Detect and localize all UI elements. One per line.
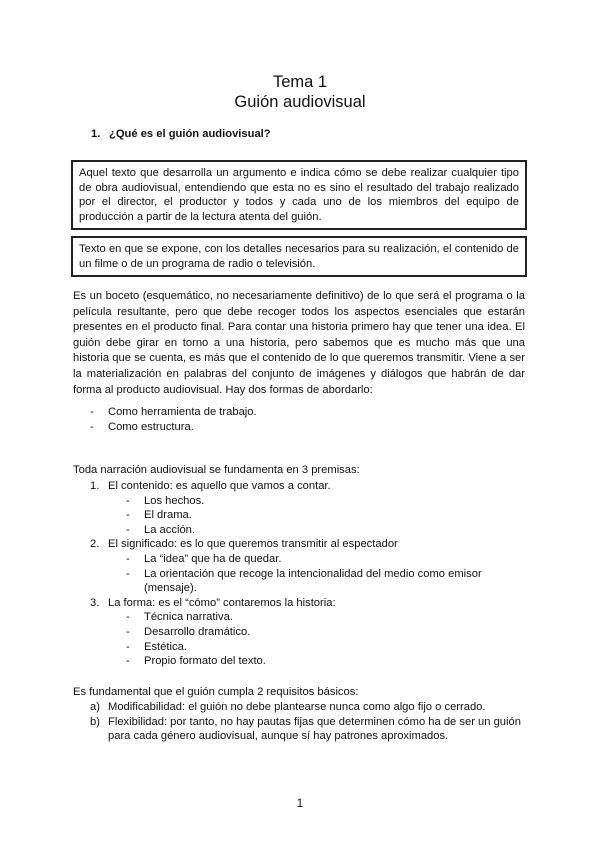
sub-item: - El drama. bbox=[126, 508, 530, 523]
sub-item-text: El drama. bbox=[144, 509, 192, 522]
sub-item: - La orientación que recoge la intencionalidad del medio como emisor (mensaje). bbox=[126, 567, 506, 596]
premise-number: 1. bbox=[90, 480, 100, 492]
page-number: 1 bbox=[296, 798, 304, 810]
requirement-label: a) bbox=[90, 701, 100, 713]
sub-item: - La acción. bbox=[126, 523, 530, 538]
premise-number: 2. bbox=[90, 538, 100, 551]
sub-item: - Técnica narrativa. bbox=[126, 610, 530, 625]
list-item: - Como estructura. bbox=[90, 420, 194, 433]
requirements-intro: Es fundamental que el guión cumpla 2 requisitos básicos: bbox=[73, 686, 359, 698]
sub-item-text: La “idea” que ha de quedar. bbox=[144, 552, 282, 565]
sub-item-text: La acción. bbox=[144, 523, 195, 536]
list-item-text: Como estructura. bbox=[108, 420, 194, 433]
sub-item-text: Los hechos. bbox=[144, 494, 205, 507]
list-item-text: Como herramienta de trabajo. bbox=[108, 406, 257, 418]
premise-number: 3. bbox=[90, 596, 100, 609]
sub-item: - La “idea” que ha de quedar. bbox=[126, 552, 530, 567]
premise-item bbox=[90, 479, 530, 494]
requirements-list bbox=[90, 700, 530, 744]
premise-text: El significado: es lo que queremos transmitir al espectador bbox=[108, 538, 398, 551]
requirement-item bbox=[90, 715, 530, 744]
sub-item-text: Técnica narrativa. bbox=[144, 611, 233, 624]
premise-text: El contenido: es aquello que vamos a contar. bbox=[108, 480, 331, 492]
requirement-label: b) bbox=[90, 715, 100, 728]
section-heading-text: ¿Qué es el guión audiovisual? bbox=[109, 128, 271, 140]
list-item: - Como herramienta de trabajo. bbox=[90, 406, 257, 418]
document-subtitle: Guión audiovisual bbox=[234, 93, 366, 111]
sub-item: - Desarrollo dramático. bbox=[126, 625, 530, 640]
requirement-item bbox=[90, 700, 530, 715]
premise-item bbox=[90, 537, 530, 552]
sub-item: - Estética. bbox=[126, 640, 530, 655]
sub-item: - Propio formato del texto. bbox=[126, 654, 530, 669]
definition-box-2: Texto en que se expone, con los detalles necesarios para su realización, el contenido de un filme o de un programa de radio o televisión. bbox=[71, 236, 527, 277]
sub-item: - Los hechos. bbox=[126, 494, 530, 509]
premise-text: La forma: es el “cómo” contaremos la historia: bbox=[108, 596, 336, 609]
body-paragraph: Es un boceto (esquemático, no necesariamente definitivo) de lo que será el programa o la película resultante, pero que debe recoger todos los aspectos esenciales que estarán presentes en el producto final. Para contar una historia primero hay que tener una idea. El guión debe girar en torno a una historia, pero sabemos que es mucho más que una historia que se cuenta, es más que el contenido de lo que queremos transmitir. Viene a ser la materialización en palabras del conjunto de imágenes y diálogos que habrán de dar forma al producto audiovisual. Hay dos formas de abordarlo: bbox=[73, 290, 525, 396]
approaches-list bbox=[90, 405, 257, 434]
premise-item bbox=[90, 596, 530, 611]
requirement-text: Modificabilidad: el guión no debe plantearse nunca como algo fijo o cerrado. bbox=[108, 701, 486, 713]
premises-list bbox=[90, 479, 530, 669]
sub-item-text: Estética. bbox=[144, 640, 187, 653]
sub-item-text: Desarrollo dramático. bbox=[144, 625, 251, 638]
definition-box-1: Aquel texto que desarrolla un argumento e indica cómo se debe realizar cualquier tipo de obra audiovisual, entendiendo que esta no es sino el resultado del trabajo realizado por el director, el productor y todos y cada uno de los miembros del equipo de producción a partir de la lectura atenta del guión. bbox=[71, 160, 527, 230]
requirement-text: Flexibilidad: por tanto, no hay pautas fijas que determinen cómo ha de ser un guión para cada género audiovisual, aunque sí hay patrones aproximados. bbox=[108, 715, 521, 743]
sub-item-text: Propio formato del texto. bbox=[144, 655, 266, 668]
section-number: 1. bbox=[91, 128, 101, 140]
section-heading bbox=[91, 128, 271, 140]
premises-intro: Toda narración audiovisual se fundamenta en 3 premisas: bbox=[73, 464, 360, 476]
sub-item-text: La orientación que recoge la intencionalidad del medio como emisor (mensaje). bbox=[144, 567, 482, 595]
document-title: Tema 1 bbox=[272, 73, 328, 91]
